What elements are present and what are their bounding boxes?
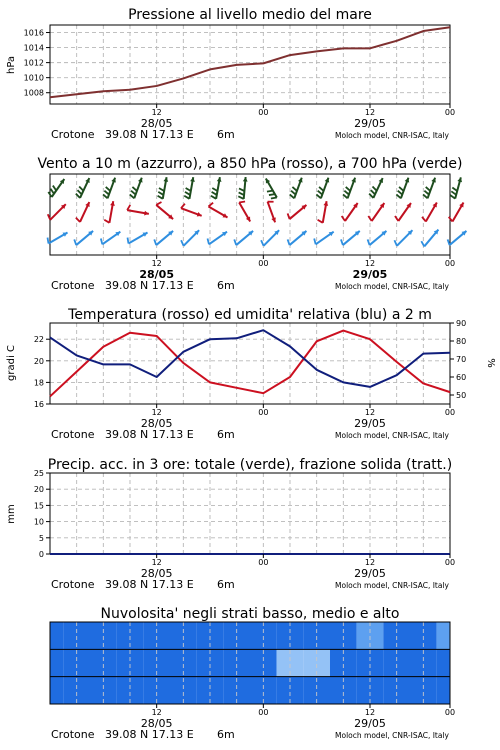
- wind-barb-feather: [208, 203, 213, 207]
- wind-barb-700: [103, 178, 116, 199]
- wind-barb-700: [423, 178, 436, 199]
- x-tick-label: 00: [444, 708, 456, 717]
- temperature-ylabel: gradi C: [6, 345, 17, 381]
- cloud-cell: [50, 677, 63, 704]
- y-tick-label: 25: [33, 469, 44, 478]
- wind-barb-850: [395, 203, 411, 221]
- credit-label: Moloch model, CNR-ISAC, Italy: [335, 581, 449, 590]
- cloud-x-ticks: [51, 704, 455, 741]
- pressure-y-ticks: [24, 29, 50, 98]
- wind-barb-850: [368, 203, 384, 221]
- wind-barb-feather: [426, 187, 431, 191]
- wind-barb-850: [127, 205, 149, 216]
- wind-barb-feather: [450, 195, 455, 199]
- y-tick-label: 1016: [23, 28, 44, 38]
- cloud-panel: [50, 606, 455, 741]
- wind-barb-feather: [318, 220, 323, 223]
- wind-barb-feather: [104, 191, 109, 195]
- wind-panel: [37, 156, 466, 292]
- wind-barb-feather: [346, 187, 351, 191]
- wind-barb-10m: [181, 230, 199, 246]
- humidity-ylabel: %: [485, 358, 496, 368]
- wind-barb-feather: [154, 239, 156, 245]
- location-label: Crotone: [51, 428, 95, 441]
- precip-frame: [50, 473, 450, 554]
- wind-barb-feather: [238, 196, 243, 199]
- wind-barb-feather: [48, 238, 49, 244]
- x-tick-label: 12: [151, 708, 162, 717]
- y-tick-label: 18: [33, 378, 44, 388]
- wind-barb-10m: [48, 233, 68, 244]
- wind-barb-feather: [261, 240, 263, 245]
- wind-barb-head: [243, 177, 248, 182]
- wind-barbs: [48, 177, 467, 246]
- x-tick-label: 12: [151, 558, 162, 567]
- wind-barb-feather: [185, 192, 190, 195]
- wind-barb-850: [208, 203, 227, 218]
- y-tick-label: 10: [33, 517, 44, 527]
- wind-barb-10m: [128, 233, 148, 244]
- humidity-y-ticks: [450, 319, 466, 400]
- date-label: 28/05: [140, 117, 173, 130]
- wind-barb-feather: [399, 187, 404, 191]
- wind-barb-feather: [421, 241, 424, 246]
- wind-barb-feather: [451, 191, 456, 195]
- wind-barb-10m: [261, 230, 279, 246]
- wind-barb-feather: [452, 187, 457, 191]
- x-tick-label: 12: [364, 708, 376, 717]
- pressure-title: Pressione al livello medio del mare: [128, 7, 372, 23]
- wind-barb-feather: [292, 187, 297, 191]
- coords-label: 39.08 N 17.13 E: [105, 279, 194, 292]
- wind-barb-feather: [368, 239, 370, 245]
- x-tick-label: 12: [364, 108, 376, 117]
- wind-barb-850: [268, 202, 276, 223]
- precip-panel: [6, 457, 455, 591]
- date-label: 29/05: [354, 117, 386, 130]
- cloud-cell: [437, 622, 450, 649]
- wind-barb-feather: [79, 186, 83, 190]
- cloud-cell: [437, 649, 450, 676]
- y-tick-label: 1012: [23, 58, 44, 68]
- temperature-panel: [6, 307, 496, 441]
- wind-barb-feather: [106, 187, 111, 191]
- wind-barb-feather: [101, 238, 102, 244]
- wind-barb-feather: [424, 191, 429, 195]
- x-tick-label: 12: [364, 259, 376, 268]
- wind-barb-feather: [53, 186, 56, 191]
- date-label: 28/05: [140, 417, 173, 430]
- wind-barb-feather: [448, 239, 450, 245]
- temperature-series: [50, 330, 450, 396]
- location-label: Crotone: [51, 279, 95, 292]
- location-label: Crotone: [51, 128, 95, 141]
- x-tick-label: 00: [444, 259, 456, 268]
- coords-label: 39.08 N 17.13 E: [105, 428, 194, 441]
- x-tick-label: 00: [258, 108, 269, 117]
- wind-barb-700: [396, 178, 409, 199]
- wind-barb-700: [130, 178, 143, 199]
- coords-label: 39.08 N 17.13 E: [105, 728, 194, 741]
- x-tick-label: 12: [151, 259, 162, 268]
- date-label: 28/05: [139, 268, 174, 281]
- wind-barb-feather: [371, 190, 375, 194]
- date-label: 29/05: [354, 567, 386, 580]
- y-tick-label: 80: [456, 337, 467, 346]
- temperature-x-ticks: [51, 404, 455, 441]
- date-label: 29/05: [354, 417, 386, 430]
- wind-barb-700: [184, 177, 195, 199]
- wind-x-ticks: [51, 255, 455, 292]
- wind-title: Vento a 10 m (azzurro), a 850 hPa (rosso), a 700 hPa (verde): [37, 156, 463, 172]
- date-label: 29/05: [354, 717, 386, 730]
- cloud-cell: [50, 622, 63, 649]
- wind-barb-10m: [421, 230, 438, 247]
- x-tick-label: 00: [444, 108, 456, 117]
- wind-barb-700: [48, 179, 64, 197]
- y-tick-label: 1014: [23, 43, 44, 53]
- y-tick-label: 1010: [23, 73, 44, 83]
- wind-barb-feather: [159, 188, 164, 191]
- wind-barb-700: [238, 177, 247, 199]
- wind-barb-feather: [128, 238, 129, 244]
- location-label: Crotone: [51, 578, 95, 591]
- elevation-label: 6m: [217, 728, 235, 741]
- wind-barb-feather: [239, 192, 244, 195]
- wind-barb-feather: [288, 213, 290, 219]
- y-tick-label: 0: [38, 550, 44, 559]
- elevation-label: 6m: [217, 428, 235, 441]
- wind-barb-feather: [78, 190, 82, 194]
- wind-barb-feather: [267, 191, 273, 192]
- wind-barb-feather: [74, 239, 76, 245]
- wind-barb-feather: [132, 187, 137, 191]
- wind-barb-feather: [449, 217, 453, 222]
- cloud-cell: [437, 677, 450, 704]
- wind-barb-feather: [184, 196, 189, 199]
- pressure-panel: [6, 7, 455, 141]
- wind-barb-feather: [319, 187, 324, 191]
- precip-ylabel: mm: [6, 504, 17, 524]
- date-label: 28/05: [140, 567, 173, 580]
- precip-y-ticks: [34, 469, 50, 559]
- x-tick-label: 12: [364, 558, 376, 567]
- wind-barb-700: [316, 178, 329, 199]
- wind-barb-feather: [394, 240, 396, 245]
- wind-barb-feather: [269, 194, 275, 195]
- x-tick-label: 12: [151, 108, 162, 117]
- date-label: 28/05: [140, 717, 173, 730]
- wind-barb-850: [342, 203, 358, 221]
- wind-barb-feather: [422, 217, 426, 222]
- wind-barb-feather: [208, 238, 209, 244]
- wind-barb-10m: [394, 230, 412, 246]
- wind-barb-feather: [318, 191, 323, 195]
- wind-barb-feather: [158, 192, 163, 195]
- wind-barb-feather: [398, 191, 403, 195]
- wind-barb-feather: [212, 192, 217, 195]
- x-tick-label: 00: [444, 408, 456, 417]
- y-tick-label: 60: [456, 373, 467, 382]
- wind-barb-feather: [131, 191, 136, 195]
- y-tick-label: 16: [33, 400, 44, 409]
- wind-barb-700: [211, 177, 222, 199]
- y-tick-label: 70: [456, 355, 467, 364]
- elevation-label: 6m: [217, 128, 235, 141]
- wind-barb-feather: [211, 196, 216, 199]
- wind-barb-feather: [291, 191, 296, 195]
- wind-barb-feather: [239, 188, 244, 191]
- wind-barb-feather: [186, 188, 191, 191]
- x-tick-label: 00: [258, 708, 269, 717]
- precip-x-ticks: [51, 554, 455, 591]
- elevation-label: 6m: [217, 578, 235, 591]
- location-label: Crotone: [51, 728, 95, 741]
- wind-barb-700: [290, 178, 303, 199]
- x-tick-label: 12: [151, 408, 162, 417]
- wind-barb-feather: [239, 202, 245, 203]
- wind-barb-850: [181, 204, 202, 217]
- wind-barb-feather: [212, 188, 217, 191]
- pressure-ylabel: hPa: [6, 55, 17, 75]
- pressure-x-ticks: [51, 104, 455, 141]
- x-tick-label: 00: [258, 259, 269, 268]
- wind-barb-feather: [158, 196, 163, 199]
- wind-barb-700: [76, 178, 90, 198]
- y-tick-label: 1008: [23, 88, 44, 98]
- coords-label: 39.08 N 17.13 E: [105, 128, 194, 141]
- x-tick-label: 12: [364, 408, 376, 417]
- temperature-y-ticks: [34, 335, 50, 409]
- wind-barb-feather: [288, 239, 290, 245]
- wind-barb-feather: [314, 238, 315, 244]
- wind-barb-850: [422, 202, 437, 221]
- wind-barb-feather: [344, 191, 349, 195]
- x-tick-label: 00: [258, 558, 269, 567]
- y-tick-label: 50: [456, 391, 467, 400]
- humidity-line: [50, 330, 450, 387]
- credit-label: Moloch model, CNR-ISAC, Italy: [335, 282, 449, 291]
- y-tick-label: 15: [33, 501, 44, 511]
- wind-barb-feather: [373, 186, 377, 190]
- credit-label: Moloch model, CNR-ISAC, Italy: [335, 431, 449, 440]
- wind-barb-850: [318, 201, 329, 223]
- y-tick-label: 5: [38, 533, 44, 543]
- wind-barb-700: [266, 178, 277, 198]
- wind-barb-850: [156, 202, 173, 219]
- wind-barb-700: [343, 178, 356, 199]
- credit-label: Moloch model, CNR-ISAC, Italy: [335, 131, 449, 140]
- coords-label: 39.08 N 17.13 E: [105, 578, 194, 591]
- y-tick-label: 20: [33, 485, 44, 495]
- wind-barb-feather: [104, 220, 109, 223]
- wind-barb-700: [369, 178, 383, 198]
- wind-barb-feather: [341, 239, 343, 245]
- cloud-cells: [50, 622, 450, 704]
- credit-label: Moloch model, CNR-ISAC, Italy: [335, 731, 449, 740]
- y-tick-label: 22: [33, 335, 44, 345]
- x-tick-label: 00: [258, 408, 269, 417]
- wind-barb-850: [76, 202, 90, 222]
- cloud-title: Nuvolosita' negli strati basso, medio e alto: [100, 606, 400, 622]
- wind-barb-feather: [271, 198, 277, 199]
- temperature-title: Temperatura (rosso) ed umidita' relativa (blu) a 2 m: [68, 307, 432, 323]
- cloud-cell: [50, 649, 63, 676]
- y-tick-label: 90: [456, 319, 467, 328]
- wind-barb-850: [449, 202, 464, 221]
- wind-barb-700: [450, 177, 462, 198]
- wind-barb-feather: [181, 240, 183, 245]
- wind-barb-850: [104, 201, 115, 223]
- wind-barb-700: [158, 177, 169, 199]
- elevation-label: 6m: [217, 279, 235, 292]
- precip-title: Precip. acc. in 3 ore: totale (verde), frazione solida (tratt.): [47, 457, 453, 473]
- x-tick-label: 00: [444, 558, 456, 567]
- precip-gridlines: [50, 473, 450, 554]
- wind-barb-feather: [234, 239, 236, 245]
- y-tick-label: 20: [33, 356, 44, 366]
- date-label: 29/05: [352, 268, 388, 281]
- wind-barb-850: [239, 202, 250, 222]
- wind-barb-feather: [51, 189, 54, 194]
